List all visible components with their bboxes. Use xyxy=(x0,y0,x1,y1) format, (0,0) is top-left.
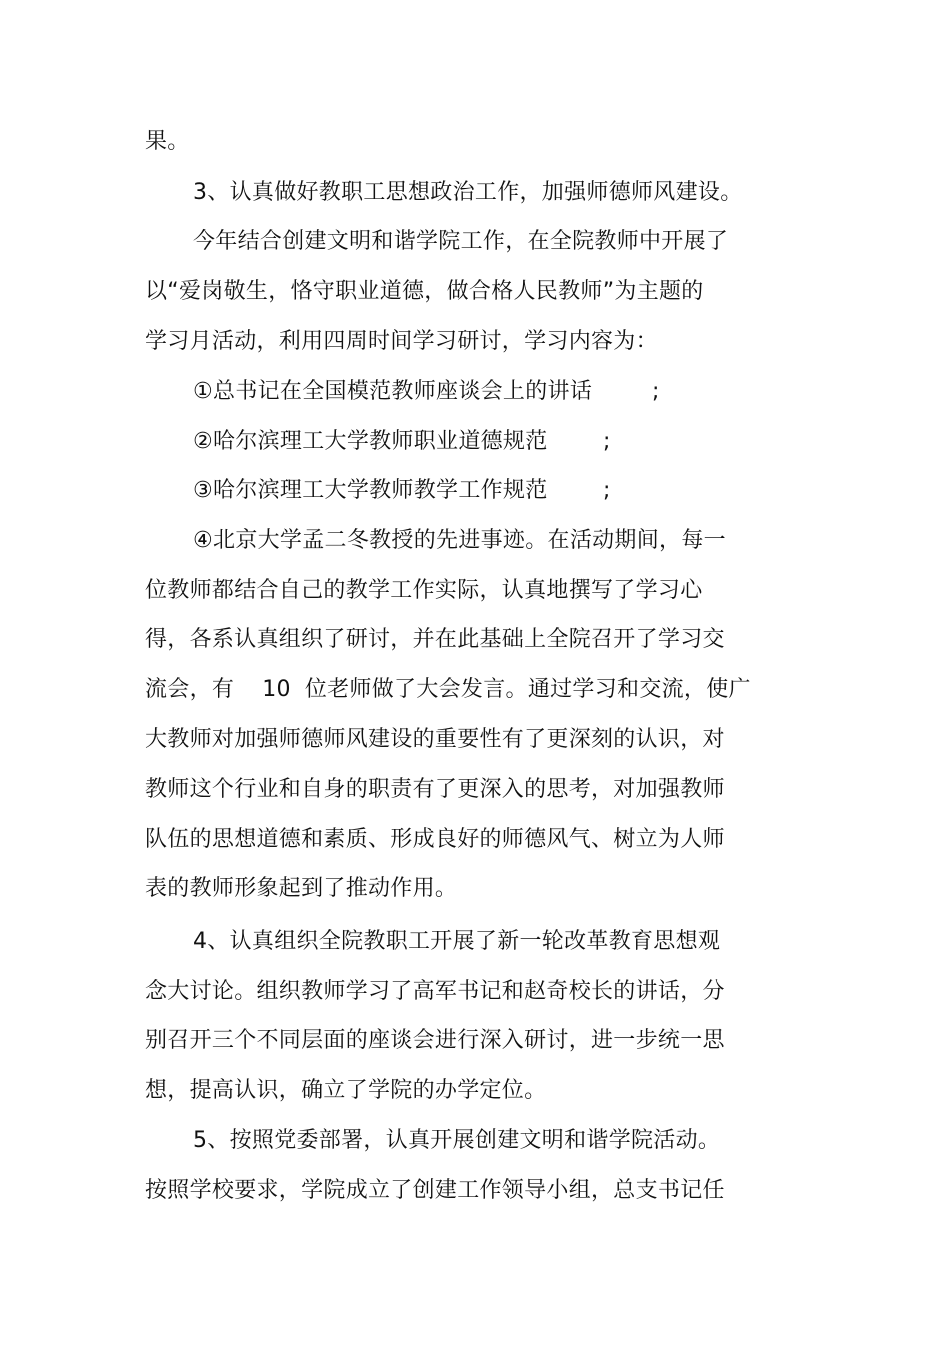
text-line: 今年结合创建文明和谐学院工作，在全院教师中开展了 xyxy=(193,229,729,254)
text-line: 念大讨论。组织教师学习了高军书记和赵奇校长的讲话，分 xyxy=(145,979,725,1004)
text-line: 想，提高认识，确立了学院的办学定位。 xyxy=(145,1078,547,1103)
text-line: 别召开三个不同层面的座谈会进行深入研讨，进一步统一思 xyxy=(145,1028,725,1053)
text-line: 果。 xyxy=(145,129,190,154)
list-item-4: ④北京大学孟二冬教授的先进事迹。在活动期间，每一 xyxy=(193,528,726,553)
list-item-3-semicolon: ; xyxy=(603,478,611,503)
text-line-with-number xyxy=(145,675,751,705)
text-line: 队伍的思想道德和素质、形成良好的师德风气、树立为人师 xyxy=(145,827,725,852)
list-item-1-semicolon: ; xyxy=(652,379,660,404)
text-line: 表的教师形象起到了推动作用。 xyxy=(145,876,458,901)
text-line: 4、认真组织全院教职工开展了新一轮改革教育思想观 xyxy=(193,929,721,954)
number-value: 10 xyxy=(262,677,291,702)
list-item-2-semicolon: ; xyxy=(603,429,611,454)
text-line: 以“爱岗敬生，恪守职业道德，做合格人民教师”为主题的 xyxy=(145,279,704,304)
text-line: 教师这个行业和自身的职责有了更深入的思考，对加强教师 xyxy=(145,777,725,802)
list-item-2: ②哈尔滨理工大学教师职业道德规范 xyxy=(193,429,548,454)
text-line: 大教师对加强师德师风建设的重要性有了更深刻的认识，对 xyxy=(145,727,725,752)
text-segment: 位老师做了大会发言。通过学习和交流，使广 xyxy=(304,677,751,702)
text-line: 位教师都结合自己的教学工作实际，认真地撰写了学习心 xyxy=(145,578,703,603)
text-segment: 流会，有 xyxy=(145,677,235,702)
text-line: 学习月活动，利用四周时间学习研讨，学习内容为： xyxy=(145,329,658,354)
text-line: 按照学校要求，学院成立了创建工作领导小组，总支书记任 xyxy=(145,1178,725,1203)
text-line: 得，各系认真组织了研讨，并在此基础上全院召开了学习交 xyxy=(145,627,725,652)
list-item-3: ③哈尔滨理工大学教师教学工作规范 xyxy=(193,478,548,503)
list-item-1: ①总书记在全国模范教师座谈会上的讲话 xyxy=(193,379,593,404)
text-line: 3、认真做好教职工思想政治工作，加强师德师风建设。 xyxy=(193,180,743,205)
text-line: 5、按照党委部署，认真开展创建文明和谐学院活动。 xyxy=(193,1128,721,1153)
